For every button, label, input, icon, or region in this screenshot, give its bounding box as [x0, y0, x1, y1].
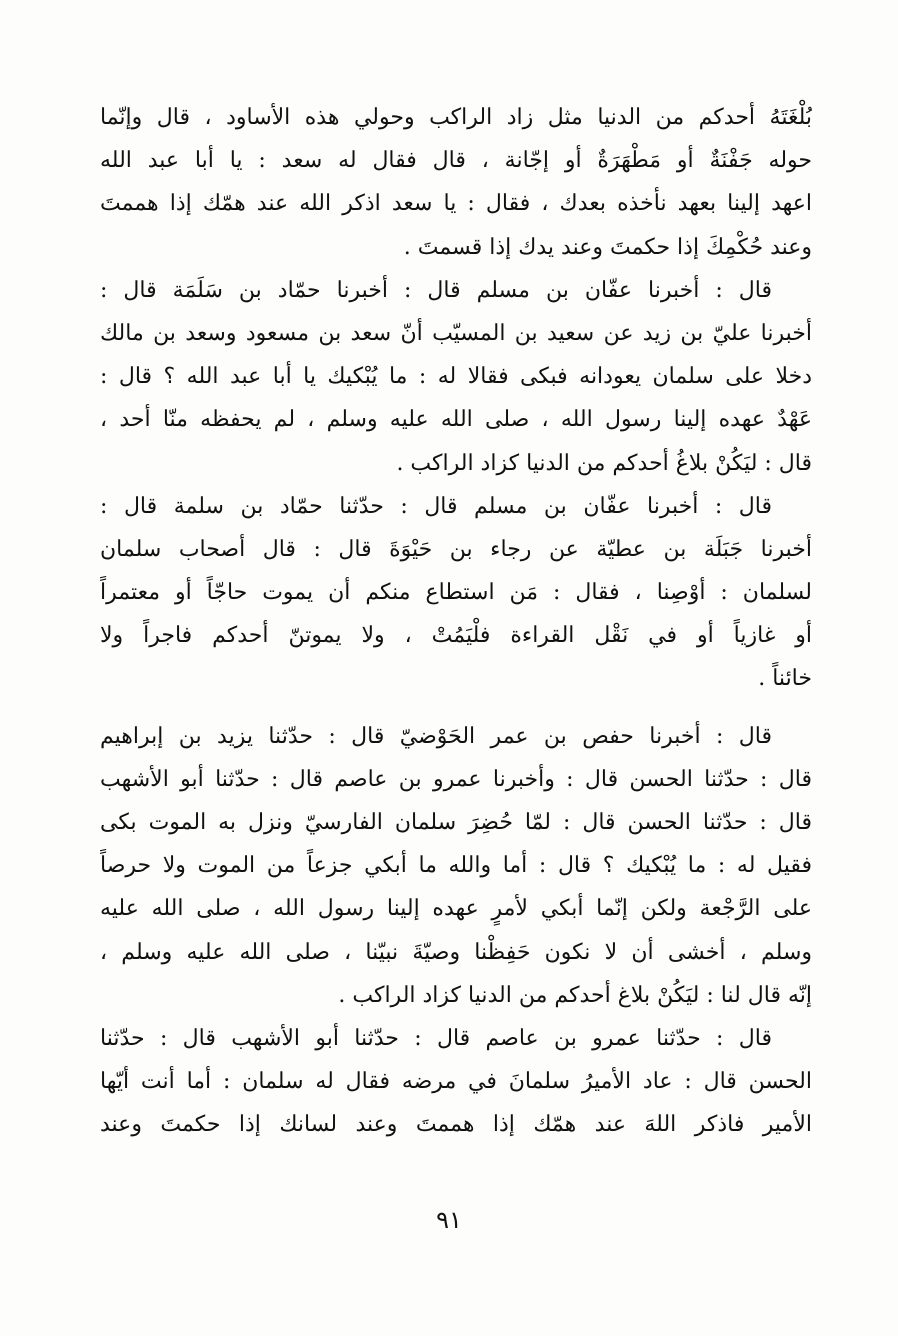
text-line: فقيل له : ما يُبْكيك ؟ قال : أما والله ما أبكي جزعاً من الموت ولا حرصاً [100, 853, 812, 879]
text-line: وسلم ، أخشى أن لا نكون حَفِظْنا وصيّةَ نبيّنا ، صلى الله عليه وسلم ، [100, 939, 812, 965]
text-line: حوله جَفْنَةٌ أو مَطْهَرَةٌ أو إجّانة ، قال فقال له سعد : يا أبا عبد الله [100, 148, 812, 174]
body-text [100, 96, 812, 1147]
text-line: أو غازياً أو في نَقْل القراءة فلْيَمُتْ ، ولا يموتنّ أحدكم فاجراً ولا [100, 623, 812, 649]
text-line: اعهد إلينا بعهد نأخذه بعدك ، فقال : يا سعد اذكر الله عند همّك إذا هممتَ [100, 191, 812, 217]
text-line: قال : أخبرنا حفص بن عمر الحَوْضيّ قال : حدّثنا يزيد بن إبراهيم [100, 723, 772, 749]
text-line: قال : أخبرنا عفّان بن مسلم قال : حدّثنا حمّاد بن سلمة قال : [100, 493, 772, 519]
text-line: أخبرنا جَبَلَة بن عطيّة عن رجاء بن حَيْوَةَ قال : قال أصحاب سلمان [100, 536, 812, 562]
text-line: الأمير فاذكر اللهَ عند همّك إذا هممتَ وعند لسانك إذا حكمتَ وعند [100, 1112, 812, 1138]
paragraph-1 [100, 96, 812, 269]
text-line: بُلْغَتَهُ أحدكم من الدنيا مثل زاد الراكب وحولي هذه الأساود ، قال وإنّما [100, 105, 812, 130]
text-line: قال : حدّثنا الحسن قال : وأخبرنا عمرو بن عاصم قال : حدّثنا أبو الأشهب [100, 766, 812, 792]
text-line: خائناً . [758, 666, 812, 692]
text-line: قال : حدّثنا الحسن قال : لمّا حُضِرَ سلمان الفارسيّ ونزل به الموت بكى [100, 810, 812, 835]
paragraph-gap [100, 701, 812, 715]
text-line: إنّه قال لنا : ليَكُنْ بلاغ أحدكم من الدنيا كزاد الراكب . [338, 982, 812, 1008]
text-line: الحسن قال : عاد الأميرُ سلمانَ في مرضه فقال له سلمان : أما أنت أيّها [100, 1069, 812, 1095]
page-number: ٩١ [436, 1206, 462, 1234]
text-line: لسلمان : أوْصِنا ، فقال : مَن استطاع منكم أن يموت حاجّاً أو معتمراً [100, 580, 812, 606]
paragraph-5 [100, 1017, 812, 1147]
paragraph-4 [100, 715, 812, 1017]
text-line: على الرَّجْعة ولكن إنّما أبكي لأمرٍ عهده إلينا رسول الله ، صلى الله عليه [100, 896, 812, 922]
text-line: قال : ليَكُنْ بلاغُ أحدكم من الدنيا كزاد الراكب . [396, 450, 812, 476]
text-line: قال : حدّثنا عمرو بن عاصم قال : حدّثنا أبو الأشهب قال : حدّثنا [100, 1025, 772, 1051]
text-line: أخبرنا عليّ بن زيد عن سعيد بن المسيّب أنّ سعد بن مسعود وسعد بن مالك [100, 320, 812, 346]
paragraph-3 [100, 485, 812, 701]
text-line: دخلا على سلمان يعودانه فبكى فقالا له : ما يُبْكيك يا أبا عبد الله ؟ قال : [100, 364, 812, 390]
text-line: عَهْدٌ عهده إلينا رسول الله ، صلى الله عليه وسلم ، لم يحفظه منّا أحد ، [100, 407, 812, 433]
text-line: وعند حُكْمِكَ إذا حكمتَ وعند يدك إذا قسمتَ . [403, 234, 812, 260]
paragraph-2 [100, 269, 812, 485]
text-line: قال : أخبرنا عفّان بن مسلم قال : أخبرنا حمّاد بن سَلَمَة قال : [100, 277, 772, 303]
